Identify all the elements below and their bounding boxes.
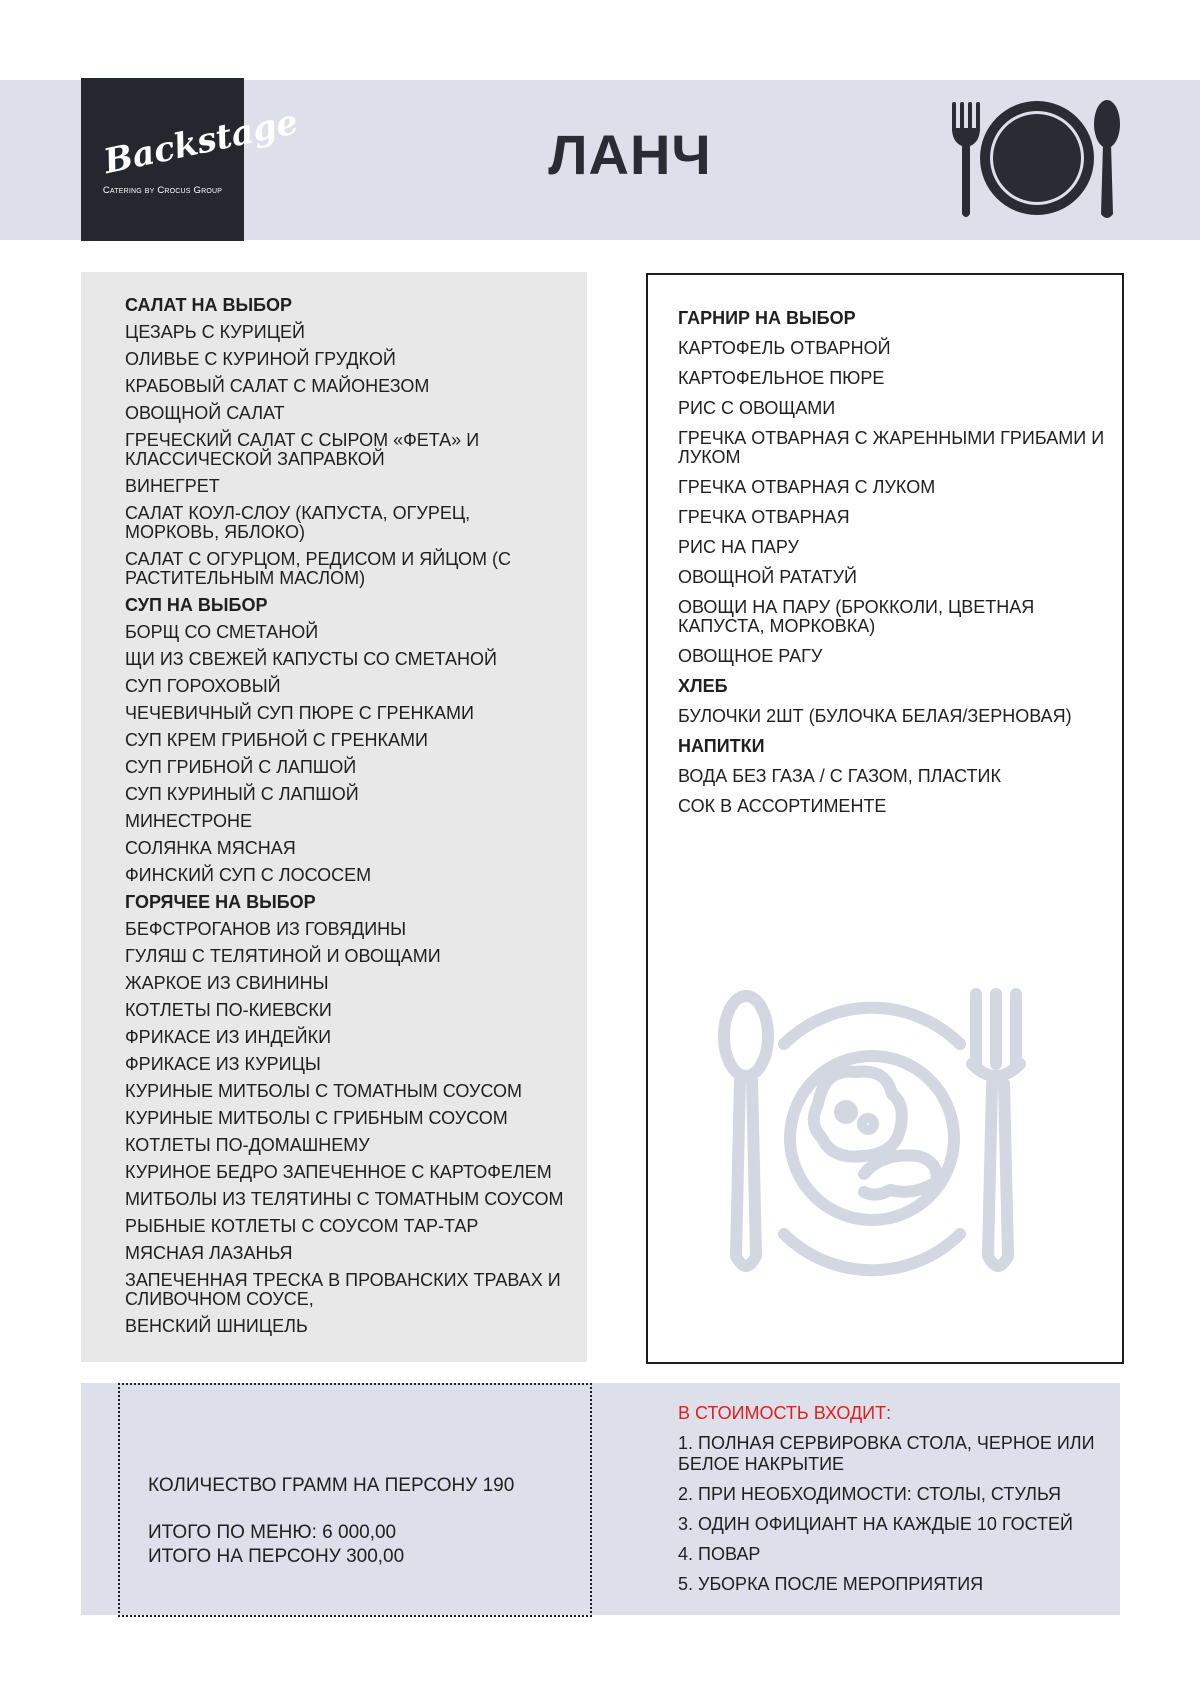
list-item: САЛАТ КОУЛ-СЛОУ (КАПУСТА, ОГУРЕЦ, МОРКОВЬ, ЯБЛОКО) [125, 503, 471, 542]
list-item: МИНЕСТРОНЕ [125, 811, 252, 831]
list-item: ОВОЩНОЕ РАГУ [678, 646, 823, 666]
menu-section-heading: ХЛЕБ [678, 676, 728, 696]
list-item: СУП ГОРОХОВЫЙ [125, 676, 281, 696]
list-item: САЛАТ С ОГУРЦОМ, РЕДИСОМ И ЯЙЦОМ (С РАСТИТЕЛЬНЫМ МАСЛОМ) [125, 549, 512, 588]
plate-with-food-icon [714, 984, 1034, 1294]
summary-box [118, 1383, 592, 1617]
sides-menu-panel [646, 273, 1124, 1364]
list-item: 2. ПРИ НЕОБХОДИМОСТИ: СТОЛЫ, СТУЛЬЯ [678, 1484, 1061, 1504]
menu-section-heading: НАПИТКИ [678, 736, 765, 756]
main-menu-panel [81, 272, 587, 1362]
list-item: ОВОЩНОЙ САЛАТ [125, 403, 285, 423]
list-item: КОТЛЕТЫ ПО-ДОМАШНЕМУ [125, 1135, 370, 1155]
sides-menu-list [678, 309, 1108, 827]
list-item: ОВОЩНОЙ РАТАТУЙ [678, 567, 857, 587]
list-item: ФРИКАСЕ ИЗ ИНДЕЙКИ [125, 1027, 332, 1047]
list-item: ГУЛЯШ С ТЕЛЯТИНОЙ И ОВОЩАМИ [125, 946, 441, 966]
list-item: КУРИНЫЕ МИТБОЛЫ С ТОМАТНЫМ СОУСОМ [125, 1081, 523, 1101]
list-item: РИС С ОВОЩАМИ [678, 398, 836, 418]
list-item: 1. ПОЛНАЯ СЕРВИРОВКА СТОЛА, ЧЕРНОЕ ИЛИ БЕЛОЕ НАКРЫТИЕ [678, 1433, 1095, 1474]
list-item: ВОДА БЕЗ ГАЗА / С ГАЗОМ, ПЛАСТИК [678, 766, 1001, 786]
list-item: КРАБОВЫЙ САЛАТ С МАЙОНЕЗОМ [125, 376, 430, 396]
menu-section-heading: ГАРНИР НА ВЫБОР [678, 308, 856, 328]
list-item: ЦЕЗАРЬ С КУРИЦЕЙ [125, 322, 305, 342]
list-item: БОРЩ СО СМЕТАНОЙ [125, 622, 319, 642]
total-menu: ИТОГО ПО МЕНЮ: 6 000,00 [148, 1522, 397, 1543]
list-item: ВИНЕГРЕТ [125, 476, 220, 496]
list-item: СОЛЯНКА МЯСНАЯ [125, 838, 296, 858]
list-item: ВЕНСКИЙ ШНИЦЕЛЬ [125, 1316, 308, 1336]
list-item: ЖАРКОЕ ИЗ СВИНИНЫ [125, 973, 329, 993]
list-item: ОЛИВЬЕ С КУРИНОЙ ГРУДКОЙ [125, 349, 396, 369]
grams-per-person: КОЛИЧЕСТВО ГРАММ НА ПЕРСОНУ 190 [148, 1475, 515, 1496]
list-item: СУП ГРИБНОЙ С ЛАПШОЙ [125, 757, 357, 777]
list-item: КАРТОФЕЛЬ ОТВАРНОЙ [678, 338, 891, 358]
list-item: КУРИНЫЕ МИТБОЛЫ С ГРИБНЫМ СОУСОМ [125, 1108, 508, 1128]
included-title: В СТОИМОСТЬ ВХОДИТ: [678, 1403, 892, 1423]
list-item: КОТЛЕТЫ ПО-КИЕВСКИ [125, 1000, 332, 1020]
logo-subtitle: Catering by Crocus Group [102, 185, 223, 196]
list-item: ФИНСКИЙ СУП С ЛОСОСЕМ [125, 865, 372, 885]
list-item: ГРЕЧКА ОТВАРНАЯ [678, 507, 850, 527]
list-item: МЯСНАЯ ЛАЗАНЬЯ [125, 1243, 293, 1263]
list-item: 4. ПОВАР [678, 1544, 761, 1564]
list-item: СУП КРЕМ ГРИБНОЙ С ГРЕНКАМИ [125, 730, 428, 750]
menu-section-heading: СУП НА ВЫБОР [125, 595, 268, 615]
list-item: РЫБНЫЕ КОТЛЕТЫ С СОУСОМ ТАР-ТАР [125, 1216, 479, 1236]
list-item: ЧЕЧЕВИЧНЫЙ СУП ПЮРЕ С ГРЕНКАМИ [125, 703, 474, 723]
list-item: 3. ОДИН ОФИЦИАНТ НА КАЖДЫЕ 10 ГОСТЕЙ [678, 1514, 1073, 1534]
list-item: КУРИНОЕ БЕДРО ЗАПЕЧЕННОЕ С КАРТОФЕЛЕМ [125, 1162, 552, 1182]
total-per-person: ИТОГО НА ПЕРСОНУ 300,00 [148, 1546, 405, 1567]
list-item: ГРЕЧКА ОТВАРНАЯ С ЛУКОМ [678, 477, 936, 497]
list-item: КАРТОФЕЛЬНОЕ ПЮРЕ [678, 368, 885, 388]
list-item: ОВОЩИ НА ПАРУ (БРОККОЛИ, ЦВЕТНАЯ КАПУСТА, МОРКОВКА) [678, 597, 1035, 636]
list-item: ГРЕЧЕСКИЙ САЛАТ С СЫРОМ «ФЕТА» И КЛАССИЧЕСКОЙ ЗАПРАВКОЙ [125, 430, 480, 469]
logo-script-mark [99, 102, 302, 183]
main-menu-list [125, 296, 565, 1344]
list-item: ГРЕЧКА ОТВАРНАЯ С ЖАРЕННЫМИ ГРИБАМИ И ЛУКОМ [678, 428, 1105, 467]
list-item: ЩИ ИЗ СВЕЖЕЙ КАПУСТЫ СО СМЕТАНОЙ [125, 649, 497, 669]
list-item: БЕФСТРОГАНОВ ИЗ ГОВЯДИНЫ [125, 919, 407, 939]
list-item: БУЛОЧКИ 2ШТ (БУЛОЧКА БЕЛАЯ/ЗЕРНОВАЯ) [678, 706, 1072, 726]
list-item: СУП КУРИНЫЙ С ЛАПШОЙ [125, 784, 359, 804]
list-item: ФРИКАСЕ ИЗ КУРИЦЫ [125, 1054, 321, 1074]
menu-section-heading: САЛАТ НА ВЫБОР [125, 295, 293, 315]
list-item: ЗАПЕЧЕННАЯ ТРЕСКА В ПРОВАНСКИХ ТРАВАХ И СЛИВОЧНОМ СОУСЕ, [125, 1270, 561, 1309]
list-item: 5. УБОРКА ПОСЛЕ МЕРОПРИЯТИЯ [678, 1574, 984, 1594]
footer-band [81, 1383, 1120, 1615]
fork-plate-spoon-icon [950, 98, 1125, 223]
list-item: МИТБОЛЫ ИЗ ТЕЛЯТИНЫ С ТОМАТНЫМ СОУСОМ [125, 1189, 564, 1209]
brand-logo [81, 78, 302, 241]
page-title: ЛАНЧ [548, 123, 712, 186]
menu-section-heading: ГОРЯЧЕЕ НА ВЫБОР [125, 892, 316, 912]
included-list [678, 1433, 1098, 1595]
logo-script-text: Backstage [100, 102, 302, 183]
list-item: РИС НА ПАРУ [678, 537, 799, 557]
included-services [678, 1403, 1098, 1604]
list-item: СОК В АССОРТИМЕНТЕ [678, 796, 887, 816]
